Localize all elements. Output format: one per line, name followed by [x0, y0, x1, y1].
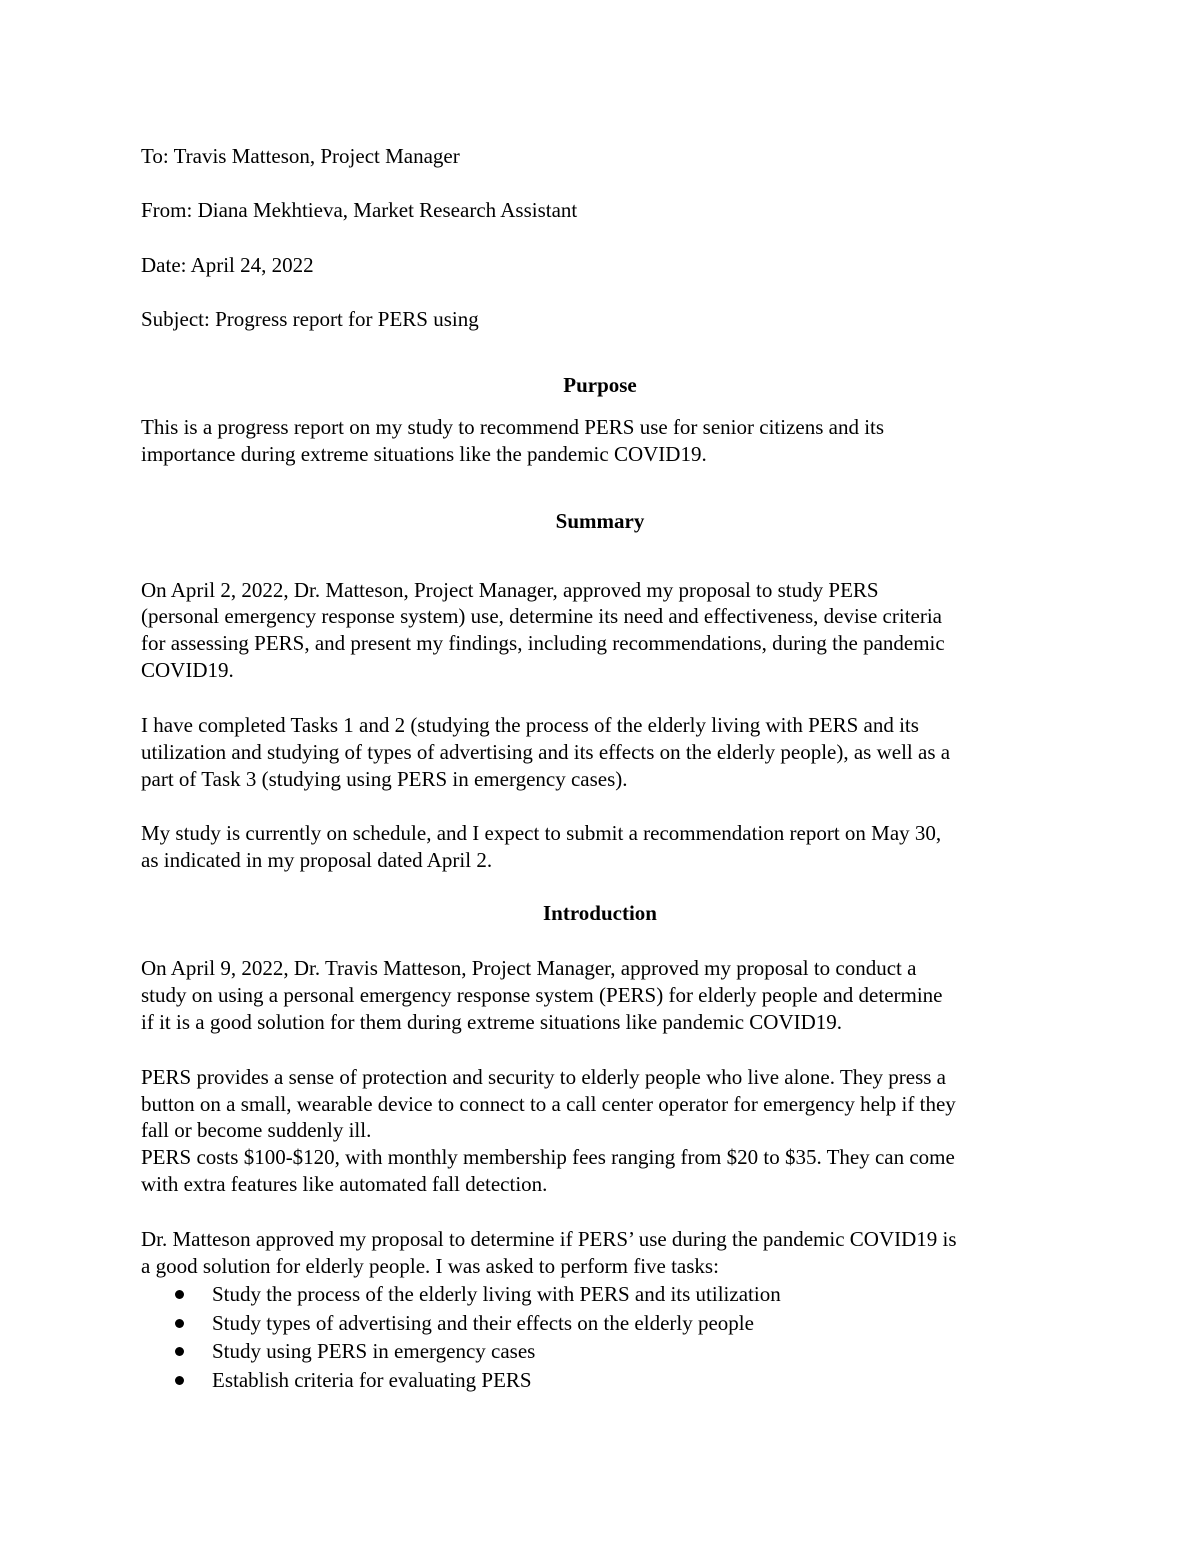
bullet-icon [175, 1376, 184, 1385]
introduction-p3-line: Dr. Matteson approved my proposal to determine if PERS’ use during the pandemic COVID19 is [141, 1227, 957, 1251]
purpose-line: importance during extreme situations like the pandemic COVID19. [141, 442, 707, 466]
introduction-p3-line: a good solution for elderly people. I was asked to perform five tasks: [141, 1254, 719, 1278]
summary-p1-line: COVID19. [141, 658, 234, 682]
summary-p1-line: for assessing PERS, and present my findings, including recommendations, during the pandemic [141, 631, 945, 655]
summary-p1-line: (personal emergency response system) use, determine its need and effectiveness, devise criteria [141, 604, 943, 628]
task-label: Establish criteria for evaluating PERS [212, 1368, 532, 1392]
task-label: Study the process of the elderly living with PERS and its utilization [212, 1282, 781, 1306]
memo-subject: Subject: Progress report for PERS using [141, 307, 479, 331]
introduction-p1-line: study on using a personal emergency response system (PERS) for elderly people and determine [141, 983, 943, 1007]
introduction-p2-line: with extra features like automated fall detection. [141, 1172, 548, 1196]
summary-p2-line: part of Task 3 (studying using PERS in emergency cases). [141, 767, 628, 791]
summary-heading: Summary [555, 509, 645, 533]
summary-p3-line: as indicated in my proposal dated April 2. [141, 848, 493, 872]
introduction-p2-line: fall or become suddenly ill. [141, 1118, 372, 1142]
task-label: Study types of advertising and their effects on the elderly people [212, 1311, 754, 1335]
memo-from: From: Diana Mekhtieva, Market Research Assistant [141, 198, 578, 222]
memo-to: To: Travis Matteson, Project Manager [141, 144, 460, 168]
bullet-icon [175, 1347, 184, 1356]
introduction-heading: Introduction [543, 901, 657, 925]
summary-p2-line: I have completed Tasks 1 and 2 (studying the process of the elderly living with PERS and its [141, 713, 919, 737]
summary-p3-line: My study is currently on schedule, and I expect to submit a recommendation report on May 30, [141, 821, 942, 845]
purpose-line: This is a progress report on my study to recommend PERS use for senior citizens and its [141, 415, 885, 439]
introduction-p1-line: if it is a good solution for them during extreme situations like pandemic COVID19. [141, 1010, 843, 1034]
introduction-p1-line: On April 9, 2022, Dr. Travis Matteson, Project Manager, approved my proposal to conduct a [141, 956, 917, 980]
bullet-icon [175, 1319, 184, 1328]
introduction-p2-line: button on a small, wearable device to connect to a call center operator for emergency help if they [141, 1092, 956, 1116]
task-label: Study using PERS in emergency cases [212, 1339, 536, 1363]
introduction-p2-line: PERS costs $100-$120, with monthly membership fees ranging from $20 to $35. They can come [141, 1145, 955, 1169]
summary-p2-line: utilization and studying of types of advertising and its effects on the elderly people), as well as a [141, 740, 951, 764]
summary-p1-line: On April 2, 2022, Dr. Matteson, Project Manager, approved my proposal to study PERS [141, 578, 879, 602]
bullet-icon [175, 1290, 184, 1299]
introduction-p2-line: PERS provides a sense of protection and security to elderly people who live alone. They press a [141, 1065, 946, 1089]
memo-date: Date: April 24, 2022 [141, 253, 314, 277]
purpose-heading: Purpose [563, 373, 637, 397]
